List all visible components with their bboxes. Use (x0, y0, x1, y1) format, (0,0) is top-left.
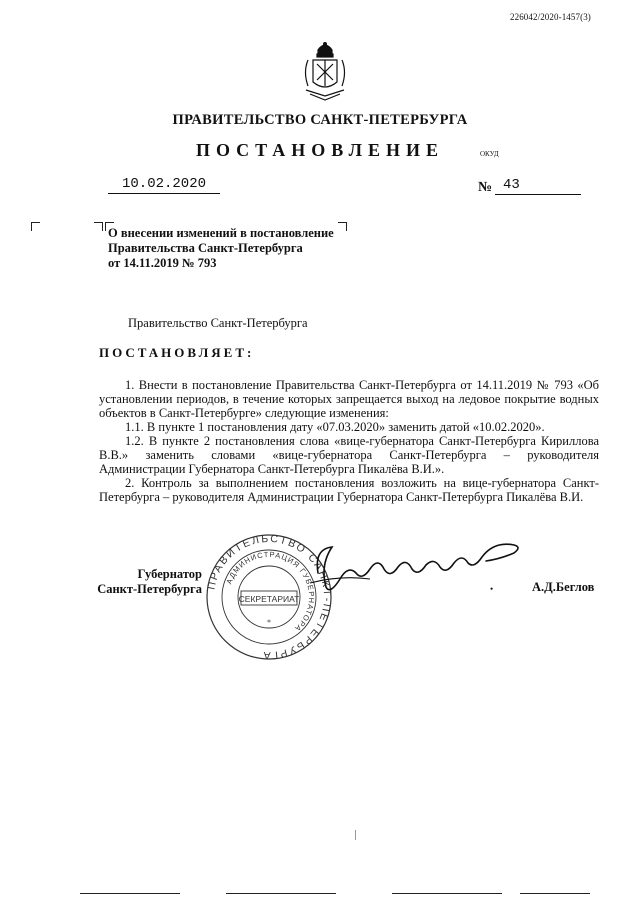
okud-label: ОКУД (480, 150, 499, 158)
signature-bullet: • (490, 584, 494, 594)
government-title: ПРАВИТЕЛЬСТВО САНКТ-ПЕТЕРБУРГА (172, 112, 468, 128)
body-paragraph: 1.1. В пункте 1 постановления дату «07.03.2020» заменить датой «10.02.2020». (125, 420, 545, 434)
seal-center-text: СЕКРЕТАРИАТ (238, 594, 300, 604)
corner-mark (94, 222, 103, 231)
subject-line: от 14.11.2019 № 793 (108, 256, 217, 270)
document-number: 43 (495, 177, 581, 195)
position-line: Губернатор (137, 567, 202, 581)
body-paragraph: 2. Контроль за выполнением постановления возложить на вице-губернатора Санкт-Петербурга – руководителя Администрации Губернатора Санкт-Петербурга Пикалёва В.И. (99, 476, 599, 504)
scan-mark (355, 830, 356, 840)
footer-rule (520, 893, 590, 894)
position-line: Санкт-Петербурга (97, 582, 202, 596)
issuing-body: Правительство Санкт-Петербурга (128, 316, 308, 330)
subject-line: Правительства Санкт-Петербурга (108, 241, 303, 255)
footer-rule (226, 893, 336, 894)
body-paragraph: 1. Внести в постановление Правительства Санкт-Петербурга от 14.11.2019 № 793 «Об установлении периодов, в течение которых запрещается выход на ледовое покрытие водных объектов в Санкт-Петербурге» следующие изменения: (99, 378, 599, 420)
svg-text:*: * (267, 618, 271, 627)
handwritten-signature (300, 535, 530, 610)
signatory-name: А.Д.Беглов (532, 580, 595, 594)
document-date: 10.02.2020 (108, 176, 220, 194)
subject-line: О внесении изменений в постановление (108, 226, 334, 240)
seal-outer-text: ПРАВИТЕЛЬСТВО САНКТ-ПЕТЕРБУРГА (205, 533, 333, 661)
resolves-heading: ПОСТАНОВЛЯЕТ: (99, 345, 255, 360)
corner-mark (31, 222, 40, 231)
coat-of-arms-icon (300, 40, 350, 102)
document-body (99, 378, 599, 504)
number-sign: № (478, 180, 493, 195)
document-registration-number: 226042/2020-1457(3) (510, 12, 591, 22)
seal-inner-text: АДМИНИСТРАЦИЯ ГУБЕРНАТОРА (224, 549, 317, 634)
document-subject (108, 226, 358, 271)
document-type-title: ПОСТАНОВЛЕНИЕ (195, 140, 445, 160)
body-paragraph: 1.2. В пункте 2 постановления слова «вице-губернатора Санкт-Петербурга Кириллова В.В.» заменить словами «вице-губернатора Санкт-Петербурга – руководителя Администрации Губернатора Санкт-Петербурга Пикалёва В.И.». (99, 434, 599, 476)
signatory-position (96, 567, 202, 597)
footer-rule (392, 893, 502, 894)
footer-rule (80, 893, 180, 894)
